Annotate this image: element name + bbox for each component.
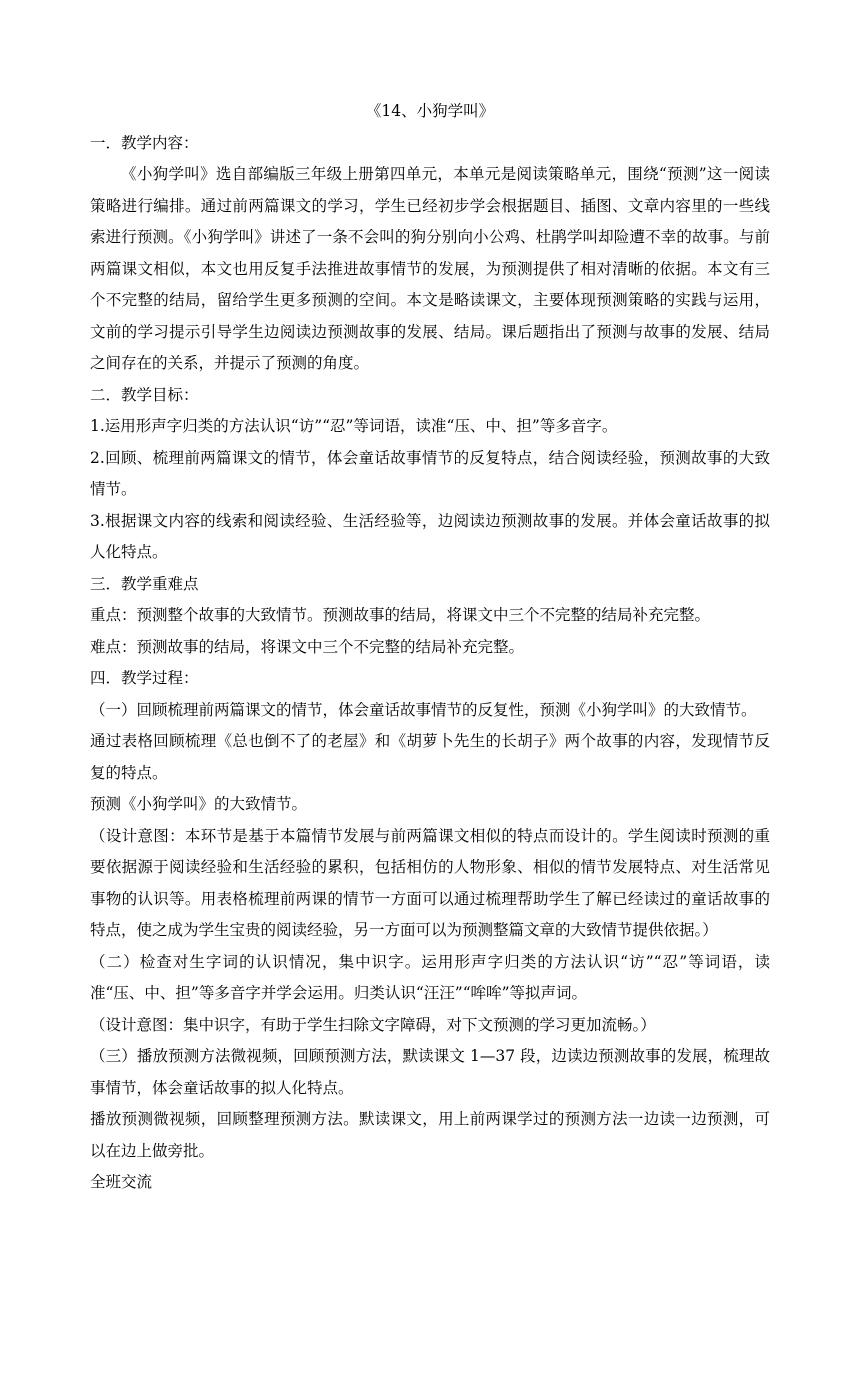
key-point: 重点：预测整个故事的大致情节。预测故事的结局，将课文中三个不完整的结局补充完整。: [90, 606, 711, 624]
process-step-3-activity-a: 播放预测微视频，回顾整理预测方法。默读课文，用上前两课学过的预测方法一边读一边预测，可以在边上做旁批。: [90, 1110, 770, 1160]
process-step-2-design-note: （设计意图：集中识字，有助于学生扫除文字障碍，对下文预测的学习更加流畅。）: [90, 1015, 656, 1034]
goal-item-2: 2.回顾、梳理前两篇课文的情节，体会童话故事情节的反复特点，结合阅读经验，预测故事的大致情节。: [90, 448, 770, 498]
section-heading-process: 四．教学过程：: [90, 669, 199, 687]
goal-item-1: 1.运用形声字归类的方法认识“访”“忍”等词语，读准“压、中、担”等多音字。: [90, 417, 618, 435]
process-step-1: （一）回顾梳理前两篇课文的情节，体会童话故事情节的反复性，预测《小狗学叫》的大致情节。: [90, 700, 757, 719]
difficult-point: 难点：预测故事的结局，将课文中三个不完整的结局补充完整。: [90, 637, 525, 656]
document-page: [90, 96, 770, 1199]
process-step-3: （三）播放预测方法微视频，回顾预测方法，默读课文 1—37 段，边读边预测故事的发展，梳理故事情节，体会童话故事的拟人化特点。: [90, 1047, 770, 1097]
section-heading-content: 一．教学内容：: [90, 133, 199, 152]
process-step-1-activity-b: 预测《小狗学叫》的大致情节。: [90, 795, 308, 813]
page-title: 《14、小狗学叫》: [365, 102, 495, 120]
process-step-1-design-note: （设计意图：本环节是基于本篇情节发展与前两篇课文相似的特点而设计的。学生阅读时预测的重要依据源于阅读经验和生活经验的累积，包括相仿的人物形象、相似的情节发展特点、对生活常见事物的认识等。用表格梳理前两课的情节一方面可以通过梳理帮助学生了解已经读过的童话故事的特点，使之成为学生宝贵的阅读经验，另一方面可以为预测整篇文章的大致情节提供依据。）: [90, 826, 770, 939]
process-step-2: （二）检查对生字词的认识情况，集中识字。运用形声字归类的方法认识“访”“忍”等词语，读准“压、中、担”等多音字并学会运用。归类认识“汪汪”“哞哞”等拟声词。: [90, 952, 770, 1002]
section-heading-goals: 二．教学目标：: [90, 385, 199, 404]
process-step-3-activity-b: 全班交流: [90, 1173, 153, 1191]
process-step-1-activity-a: 通过表格回顾梳理《总也倒不了的老屋》和《胡萝卜先生的长胡子》两个故事的内容，发现情节反复的特点。: [90, 732, 770, 782]
section-heading-key-points: 三．教学重难点: [90, 574, 199, 593]
goal-item-3: 3.根据课文内容的线索和阅读经验、生活经验等，边阅读边预测故事的发展。并体会童话故事的拟人化特点。: [90, 511, 770, 561]
content-paragraph: 《小狗学叫》选自部编版三年级上册第四单元，本单元是阅读策略单元，围绕“预测”这一阅读策略进行编排。通过前两篇课文的学习，学生已经初步学会根据题目、插图、文章内容里的一些线索进行预测。《小狗学叫》讲述了一条不会叫的狗分别向小公鸡、杜鹃学叫却险遭不幸的故事。与前两篇课文相似，本文也用反复手法推进故事情节的发展，为预测提供了相对清晰的依据。本文有三个不完整的结局，留给学生更多预测的空间。本文是略读课文，主要体现预测策略的实践与运用，文前的学习提示引导学生边阅读边预测故事的发展、结局。课后题指出了预测与故事的发展、结局之间存在的关系，并提示了预测的角度。: [90, 165, 770, 372]
